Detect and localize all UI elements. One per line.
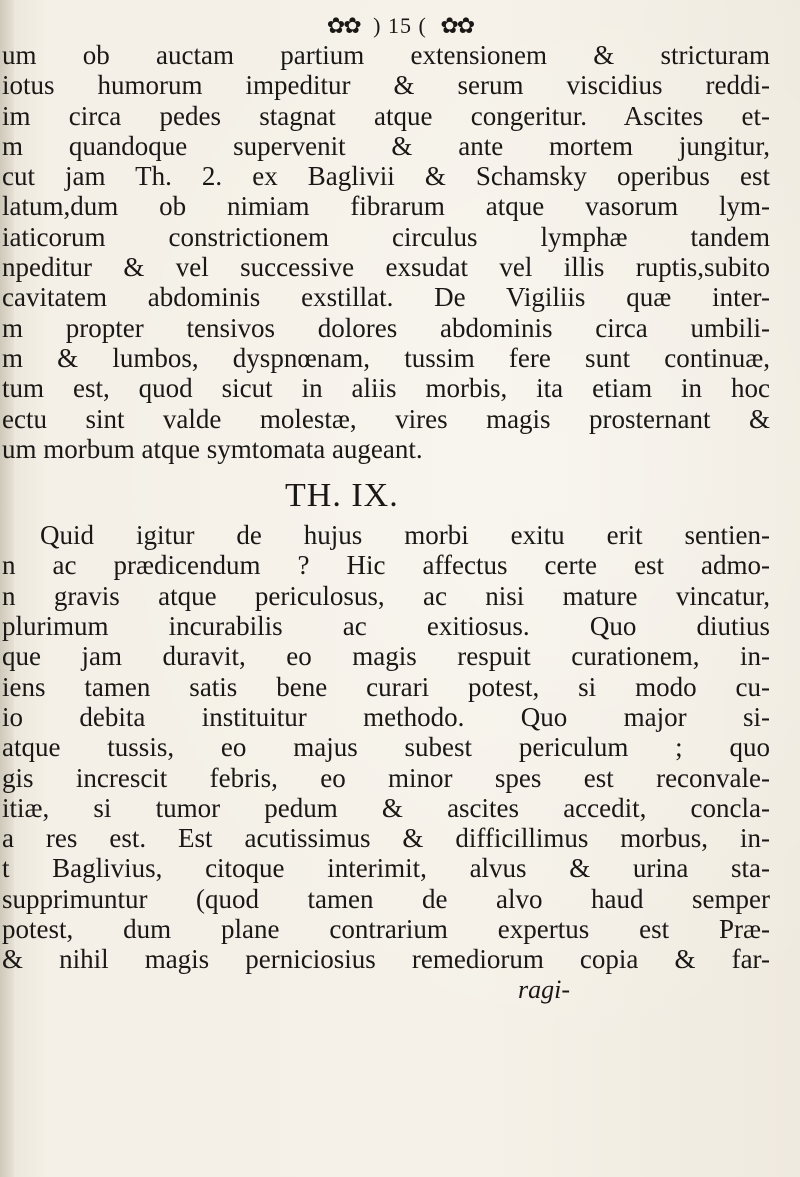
ornament-right-icon: ✿✿ — [440, 13, 474, 39]
text-line: io debita instituitur methodo. Quo major si- — [2, 701, 770, 732]
text-line: a res est. Est acutissimus & difficillimus morbus, in- — [2, 823, 770, 854]
text-line: potest, dum plane contrarium expertus est Præ- — [2, 914, 770, 945]
text-line: iaticorum constrictionem circulus lymphæ tandem — [2, 221, 770, 252]
text-line: itiæ, si tumor pedum & ascites accedit, concla- — [2, 792, 770, 823]
text-line: ectu sint valde molestæ, vires magis prosternant & — [2, 403, 770, 434]
text-line: um ob auctam partium extensionem & stricturam — [2, 40, 770, 70]
text-line: iens tamen satis bene curari potest, si modo cu- — [2, 671, 770, 702]
catchword: ragi- — [518, 974, 570, 1004]
text-line: m propter tensivos dolores abdominis circa umbili- — [2, 312, 770, 343]
text-line: cavitatem abdominis exstillat. De Vigiliis quæ inter- — [2, 282, 770, 313]
text-line: plurimum incurabilis ac exitiosus. Quo diutius — [2, 611, 770, 642]
text-line: t Baglivius, citoque interimit, alvus & urina sta- — [2, 853, 770, 884]
text-line: im circa pedes stagnat atque congeritur. Ascites et- — [2, 100, 770, 131]
text-line: Quid igitur de hujus morbi exitu erit sentien- — [40, 520, 770, 551]
text-line: um morbum atque symtomata augeant. — [2, 433, 423, 464]
text-line: m & lumbos, dyspnœnam, tussim fere sunt continuæ, — [2, 342, 770, 373]
text-line: m quandoque supervenit & ante mortem jungitur, — [2, 130, 770, 161]
text-line: npeditur & vel successive exsudat vel illis ruptis,subito — [2, 252, 770, 283]
body-text — [0, 40, 780, 1005]
text-line: & nihil magis perniciosius remediorum copia & far- — [2, 944, 770, 975]
text-line: gis increscit febris, eo minor spes est reconvale- — [2, 762, 770, 793]
section-heading: TH. IX. — [285, 477, 399, 515]
text-line: n ac prædicendum ? Hic affectus certe est admo- — [2, 550, 770, 581]
page-number: ) 15 ( — [373, 13, 427, 39]
running-header — [0, 6, 800, 42]
text-line: n gravis atque periculosus, ac nisi mature vincatur, — [2, 580, 770, 611]
text-line: iotus humorum impeditur & serum viscidius reddi- — [2, 70, 770, 101]
text-line: cut jam Th. 2. ex Baglivii & Schamsky operibus est — [2, 161, 770, 192]
text-line: supprimuntur (quod tamen de alvo haud semper — [2, 883, 770, 914]
text-line: latum,dum ob nimiam fibrarum atque vasorum lym- — [2, 191, 770, 222]
text-line: tum est, quod sicut in aliis morbis, ita etiam in hoc — [2, 373, 770, 404]
text-line: que jam duravit, eo magis respuit curationem, in- — [2, 641, 770, 672]
text-line: atque tussis, eo majus subest periculum ; quo — [2, 732, 770, 763]
ornament-left-icon: ✿✿ — [326, 13, 360, 39]
